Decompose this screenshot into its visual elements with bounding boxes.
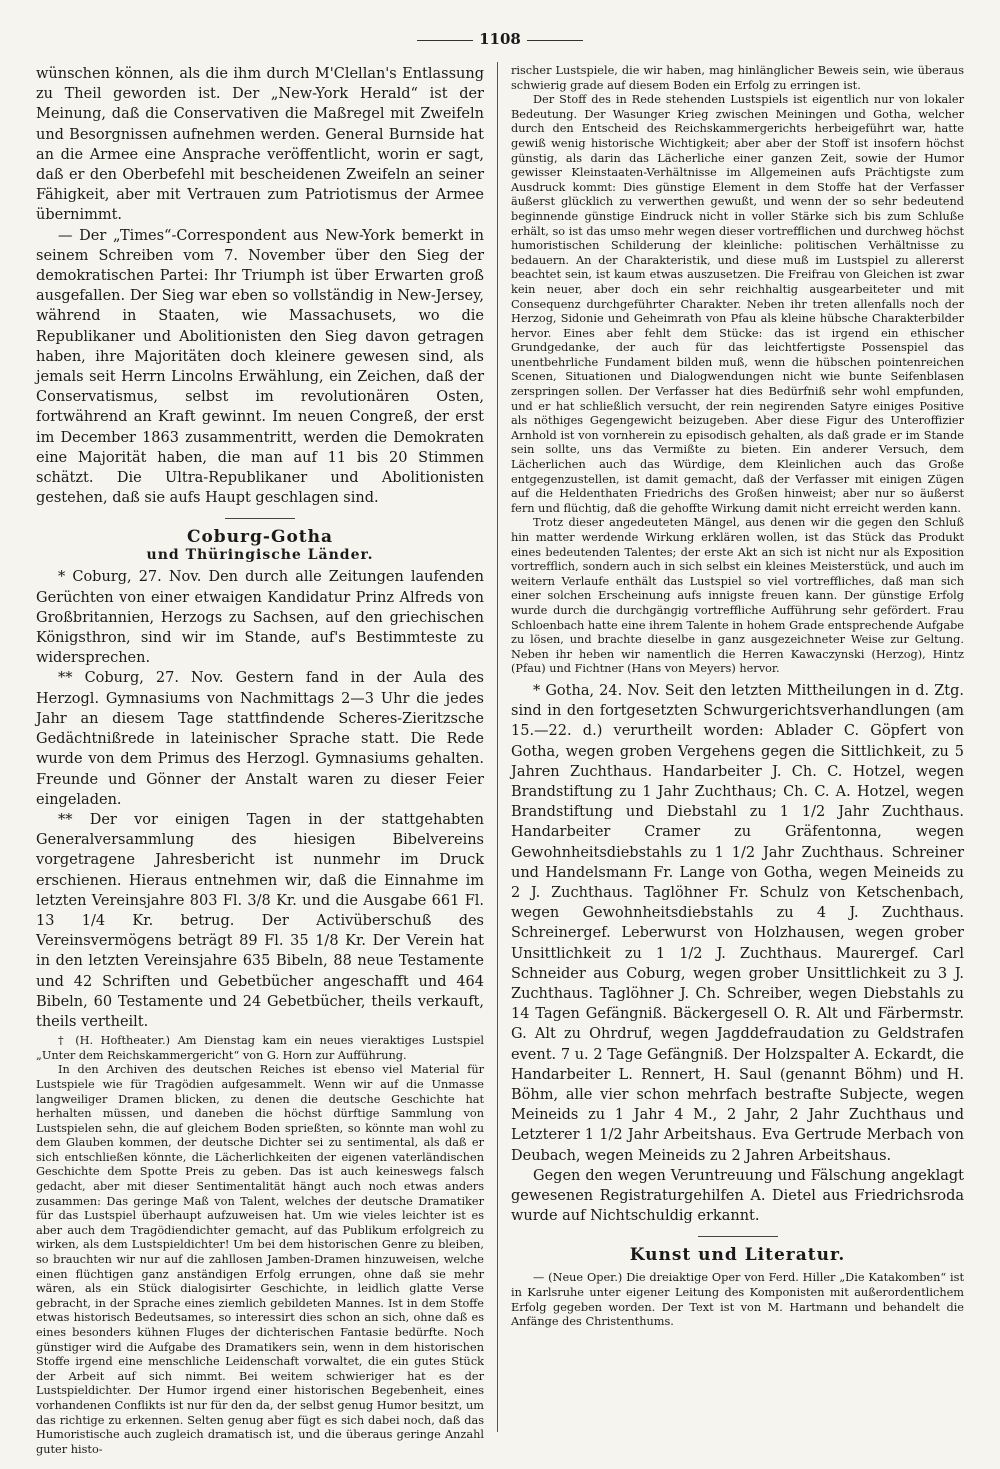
- article-review-continuation: rischer Lustspiele, die wir haben, mag hinlänglicher Beweis sein, wie überaus schwierig grade auf diesem Boden ein Erfolg zu erringen ist.: [511, 64, 964, 92]
- section-heading-coburg-gotha: Coburg-Gotha: [186, 527, 334, 548]
- article-gotha-schwurgericht: * Gotha, 24. Nov. Seit den letzten Mittheilungen in d. Ztg. sind in den fortgesetzten Schwurgerichtsverhandlungen (am 15.—22. d.) verurtheilt worden: Ablader C. Göpfert von Gotha, wegen groben Vergehens gegen die Sittlichkeit, zu 5 Jahren Zuchthaus. Handarbeiter J. Ch. C. Hotzel, wegen Brandstiftung zu 1 Jahr Zuchthaus; Ch. C. A. Hotzel, wegen Brandstiftung und Diebstahl zu 1 1/2 Jahr Zuchthaus. Handarbeiter Cramer zu Gräfentonna, wegen Gewohnheitsdiebstahls zu 1 1/2 Jahr Zuchthaus. Schreiner und Handelsmann Fr. Lange von Gotha, wegen Meineids zu 2 J. Zuchthaus. Taglöhner Fr. Schulz von Ketschenbach, wegen Gewohnheitsdiebstahls zu 4 J. Zuchthaus. Schreinergef. Leberwurst von Holzhausen, wegen grober Unsittlichkeit zu 1 1/2 J. Zuchthaus. Maurergef. Carl Schneider aus Coburg, wegen grober Unsittlichkeit zu 3 J. Zuchthaus. Taglöhner J. Ch. Schreiber, wegen Diebstahls zu 14 Tagen Gefängniß. Bäckergesell O. R. Alt und Färbermstr. G. Alt zu Ohrdruf, wegen Jagddefraudation zu Geldstrafen event. 7 u. 2 Tage Gefängniß. Der Holzspalter A. Eckardt, die Handarbeiter L. Rennert, H. Saul (genannt Böhm) und H. Böhm, alle vier schon mehrfach bestrafte Subjecte, wegen Meineids zu 1 Jahr 4 M., 2 Jahr, 2 Jahr Zuchthaus und Letzterer 1 1/2 Jahr Arbeitshaus. Eva Gertrude Merbach von Deubach, wegen Meineids zu 2 Jahren Arbeitshaus.: [511, 682, 964, 1164]
- article-coburg-prinz-alfred: * Coburg, 27. Nov. Den durch alle Zeitungen laufenden Gerüchten von einer etwaigen Kandidatur Prinz Alfreds von Großbritannien, Herzogs zu Sachsen, auf den griechischen Königsthron, sind wir im Stande, auf's Bestimmteste zu widersprechen.: [36, 569, 484, 667]
- article-bibelverein: ** Der vor einigen Tagen in der stattgehabten Generalversammlung des hiesigen Bibelvereins vorgetragene Jahresbericht ist nunmehr im Druck erschienen. Hieraus entnehmen wir, daß die Einnahme im letzten Vereinsjahre 803 Fl. 3/8 Kr. und die Ausgabe 661 Fl. 13 1/4 Kr. betrug. Der Activüberschuß des Vereinsvermögens beträgt 89 Fl. 35 1/8 Kr. Der Verein hat in den letzten Vereinsjahre 635 Bibeln, 88 neue Testamente und 42 Schriften und Gebetbücher angeschafft und 464 Bibeln, 60 Testamente und 24 Gebetbücher, theils verkauft, theils vertheilt.: [36, 811, 484, 1030]
- header-rule-left: [417, 40, 473, 41]
- article-hoftheater-review: In den Archiven des deutschen Reiches ist ebenso viel Material für Lustspiele wie für Tragödien aufgesammelt. Wenn wir auf die Unmasse langweiliger Dramen blicken, zu denen die deutsche Geschichte hat herhalten müssen, und daneben die höchst dürftige Sammlung von Lustspielen sehn, die auf gleichem Boden sprießten, so könnte man wohl zu dem Glauben kommen, der deutsche Dichter sei zu sentimental, als daß er sich entschließen könnte, die Lächerlichkeiten der eigenen vaterländischen Geschichte dem Spotte Preis zu geben. Das ist auch keineswegs falsch gedacht, aber mit dieser Sentimentalität hängt auch noch etwas anders zusammen: Das geringe Maß von Talent, welches der deutsche Dramatiker für das Lustspiel überhaupt aufzuweisen hat. Um wie vieles leichter ist es aber auch dem Tragödiendichter gemacht, auf das Publikum erfolgreich zu wirken, als dem Lustspieldichter! Um bei dem historischen Genre zu bleiben, so brauchten wir nur auf die zahllosen Jamben-Dramen hinzuweisen, welche einen flüchtigen ganz anständigen Erfolg errungen, ohne daß sie mehr wären, als ein Stück dialogisirter Geschichte, in leidlich glatte Verse gebracht, in der Sprache eines ziemlich gebildeten Mannes. Ist in dem Stoffe etwas historisch Bedeutsames, so interessirt dies schon an sich, ohne daß es eines besonders kühnen Fluges der dichterischen Fantasie bedürfte. Noch günstiger wird die Aufgabe des Dramatikers sein, wenn in dem historischen Stoffe irgend eine menschliche Leidenschaft vorwaltet, die ein gutes Stück der Arbeit auf sich nimmt. Bei weitem schwieriger hat es der Lustspieldichter. Der Humor irgend einer historischen Begebenheit, eines vorhandenen Conflikts ist nur für den da, der selbst genug Humor besitzt, um das richtige zu erkennen. Selten genug aber fügt es sich dabei noch, daß das Humoristische auch zugleich dramatisch ist, und die überaus geringe Anzahl guter histo-: [36, 1063, 484, 1456]
- article-neue-oper: — (Neue Oper.) Die dreiaktige Oper von Ferd. Hiller „Die Katakomben“ ist in Karlsruhe unter eigener Leitung des Komponisten mit außerordentlichem Erfolg gegeben worden. Der Text ist von M. Hartmann und behandelt die Anfänge des Christenthums.: [511, 1271, 964, 1329]
- page-number-header: [0, 30, 1000, 48]
- section-ornament: [225, 518, 295, 519]
- article-gotha-dietel: Gegen den wegen Veruntreuung und Fälschung angeklagt gewesenen Registraturgehilfen A. Dietel aus Friedrichsroda wurde auf Nichtschuldig erkannt.: [511, 1167, 964, 1225]
- section-heading-kunst-literatur: Kunst und Literatur.: [629, 1245, 846, 1266]
- left-column: [36, 64, 484, 1457]
- header-rule-right: [527, 40, 583, 41]
- right-column: [511, 64, 964, 1330]
- article-mcclellan-continuation: wünschen können, als die ihm durch M'Clellan's Entlassung zu Theil geworden ist. Der „New-York Herald“ ist der Meinung, daß die Conservativen die Maßregel mit Zweifeln und Besorgnissen aufnehmen werden. General Burnside hat an die Armee eine Ansprache veröffentlicht, worin er sagt, daß er den Oberbefehl mit bescheidenen Zweifeln an seiner Fähigkeit, aber mit Vertrauen zum Patriotismus der Armee übernimmt.: [36, 66, 484, 224]
- article-coburg-gymnasium: ** Coburg, 27. Nov. Gestern fand in der Aula des Herzogl. Gymnasiums von Nachmittags 2—3 Uhr die jedes Jahr an diesem Tage stattfindende Scheres-Zieritzsche Gedächtnißrede in lateinischer Sprache statt. Die Rede wurde von dem Primus des Herzogl. Gymnasiums gehalten. Freunde und Gönner der Anstalt waren zu dieser Feier eingeladen.: [36, 670, 484, 808]
- article-review-stoff: Der Stoff des in Rede stehenden Lustspiels ist eigentlich nur von lokaler Bedeutung. Der Wasunger Krieg zwischen Meiningen und Gotha, welcher durch den Entscheid des Reichskammergerichts herbeigeführt war, hatte gewiß wenig historische Wichtigkeit; aber aber der Stoff ist insofern höchst günstig, als darin das Lächerliche einer ganzen Zeit, sowie der Humor gewisser Kleinstaaten-Verhältnisse im Allgemeinen aufs Prächtigste zum Ausdruck kommt: Dies günstige Element in dem Stoffe hat der Verfasser äußerst glücklich zu verwerthen gewußt, und wenn der so sehr bedeutend beginnende günstige Eindruck nicht in voller Stärke sich bis zum Schluße erhält, so ist das umso mehr wegen dieser vortrefflichen und durchweg höchst humoristischen Schilderung der kleinliche: politischen Verhältnisse zu bedauern. An der Charakteristik, und diese muß im Lustspiel zu allererst beachtet sein, ist kaum etwas auszusetzen. Die Freifrau von Gleichen ist zwar kein neuer, aber doch ein sehr reichhaltig ausgearbeiteter und mit Consequenz durchgeführter Charakter. Neben ihr treten allenfalls noch der Herzog, Sidonie und Geheimrath von Pfau als kleine hübsche Charakterbilder hervor. Eines aber fehlt dem Stücke: das ist irgend ein ethischer Grundgedanke, der auch für das leichtfertigste Possenspiel das unentbehrliche Fundament bilden muß, wenn die hübschen pointenreichen Scenen, Situationen und Dialogwendungen nicht wie bunte Seifenblasen zerspringen sollen. Der Verfasser hat dies Bedürfniß sehr wohl empfunden, und er hat schließlich versucht, der rein negirenden Satyre einiges Positive als nöthiges Gegengewicht beizugeben. Aber diese Figur des Unteroffizier Arnhold ist von vornherein zu episodisch gehalten, als daß grade er im Stande sein sollte, uns das Vermißte zu bieten. Ein anderer Versuch, dem Lächerlichen auch das Würdige, dem Kleinlichen auch das Große entgegenzustellen, ist damit gemacht, daß der Verfasser mit einigen Zügen auf die Heldenthaten Friedrichs des Großen hinweist; aber nur so äußerst fern und flüchtig, daß die gehoffte Wirkung damit nicht erreicht werden kann.: [511, 93, 964, 515]
- article-hoftheater-intro: † (H. Hoftheater.) Am Dienstag kam ein neues vieraktiges Lustspiel „Unter dem Reichskammergericht“ von G. Horn zur Aufführung.: [36, 1034, 484, 1062]
- article-review-conclusion: Trotz dieser angedeuteten Mängel, aus denen wir die gegen den Schluß hin matter werdende Wirkung erklären wollen, ist das Stück das Produkt eines bedeutenden Talentes; der erste Akt an sich ist nicht nur als Exposition vortrefflich, sondern auch in sich selbst ein kleines Meisterstück, und auch im weitern Verlaufe enthält das Lustspiel so viel vortreffliches, daß man sich einer solchen Erscheinung aufs innigste freuen kann. Der günstige Erfolg wurde durch die durchgängig vortreffliche Aufführung sehr gefördert. Frau Schloenbach hatte eine ihrem Talente in hohem Grade entsprechende Aufgabe zu lösen, und brachte dieselbe in ganz ausgezeichneter Weise zur Geltung. Neben ihr heben wir namentlich die Herren Kawaczynski (Herzog), Hintz (Pfau) und Fichtner (Hans von Meyers) hervor.: [511, 516, 964, 676]
- page-number: 1108: [479, 30, 521, 48]
- column-divider: [497, 62, 498, 1432]
- section-ornament: [698, 1236, 778, 1237]
- section-subheading-thueringen: und Thüringische Länder.: [146, 547, 374, 564]
- article-times-correspondent: — Der „Times“-Correspondent aus New-York bemerkt in seinem Schreiben vom 7. November über den Sieg der demokratischen Partei: Ihr Triumph ist über Erwarten groß ausgefallen. Der Sieg war eben so vollständig in New-Jersey, während in Staaten, wie Massachusets, wo die Republikaner und Abolitionisten den Sieg davon getragen haben, ihre Majoritäten doch kleinere gewesen sind, als jemals seit Herrn Lincolns Erwählung, ein Zeichen, daß der Conservatismus, selbst im revolutionären Osten, fortwährend an Kraft gewinnt. Im neuen Congreß, der erst im December 1863 zusammentritt, werden die Demokraten eine Majorität haben, die man auf 11 bis 20 Stimmen schätzt. Die Ultra-Republikaner und Abolitionisten gestehen, daß sie aufs Haupt geschlagen sind.: [36, 227, 484, 507]
